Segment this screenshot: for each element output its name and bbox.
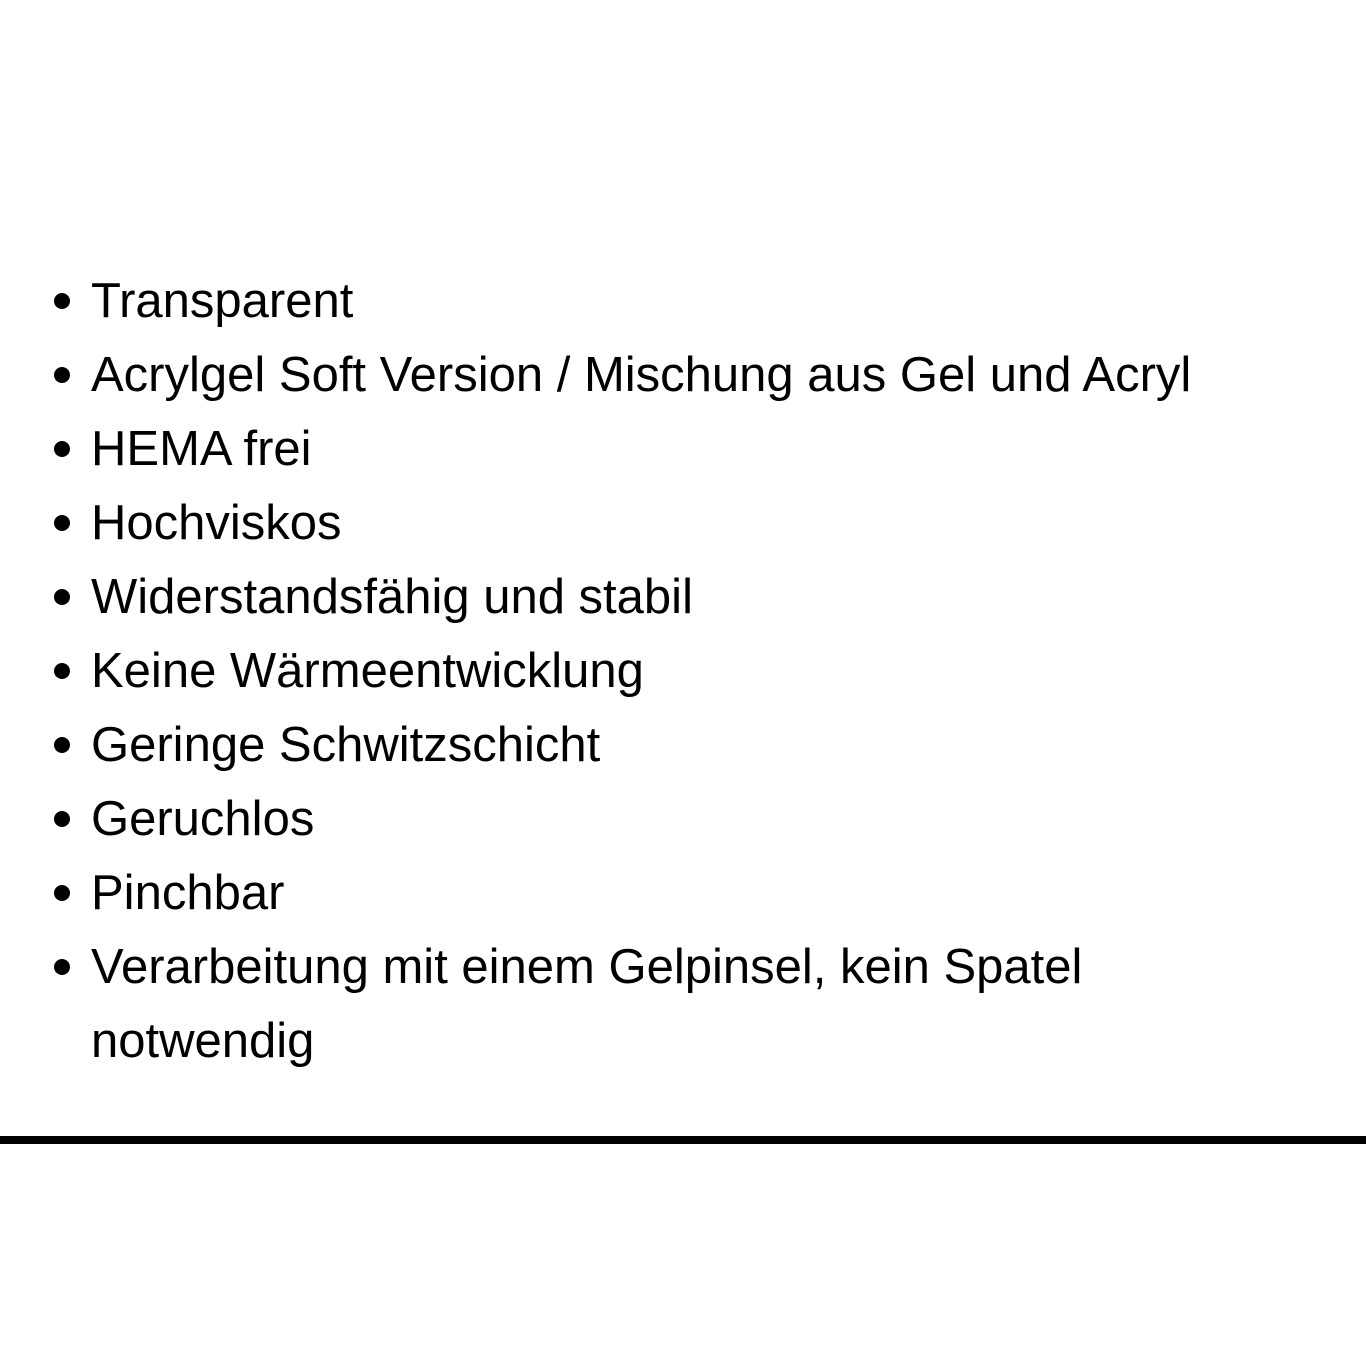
- feature-item: [0, 486, 1366, 560]
- feature-item: [0, 560, 1366, 634]
- feature-text: Geringe Schwitzschicht: [91, 718, 601, 772]
- bullet-icon: [54, 441, 70, 457]
- bullet-icon: [54, 293, 70, 309]
- feature-item: [0, 930, 1366, 1078]
- feature-item: [0, 708, 1366, 782]
- feature-text: Acrylgel Soft Version / Mischung aus Gel und Acryl: [91, 348, 1192, 402]
- bullet-icon: [54, 959, 70, 975]
- feature-text: Widerstandsfähig und stabil: [91, 570, 693, 624]
- feature-text: Transparent: [91, 274, 354, 328]
- feature-text: Hochviskos: [91, 496, 342, 550]
- horizontal-divider: [0, 1136, 1366, 1144]
- feature-item: [0, 782, 1366, 856]
- feature-item: [0, 412, 1366, 486]
- feature-text: Verarbeitung mit einem Gelpinsel, kein Spatel notwendig: [91, 940, 1083, 1068]
- feature-text: Keine Wärmeentwicklung: [91, 644, 644, 698]
- feature-item: [0, 634, 1366, 708]
- feature-text: Geruchlos: [91, 792, 315, 846]
- feature-item: [0, 856, 1366, 930]
- bullet-icon: [54, 515, 70, 531]
- bullet-icon: [54, 367, 70, 383]
- bullet-icon: [54, 737, 70, 753]
- bullet-icon: [54, 663, 70, 679]
- bullet-icon: [54, 811, 70, 827]
- bullet-icon: [54, 589, 70, 605]
- feature-text: Pinchbar: [91, 866, 285, 920]
- feature-item: [0, 338, 1366, 412]
- feature-item: [0, 264, 1366, 338]
- feature-text: HEMA frei: [91, 422, 312, 476]
- bullet-icon: [54, 885, 70, 901]
- feature-list: [0, 264, 1366, 1078]
